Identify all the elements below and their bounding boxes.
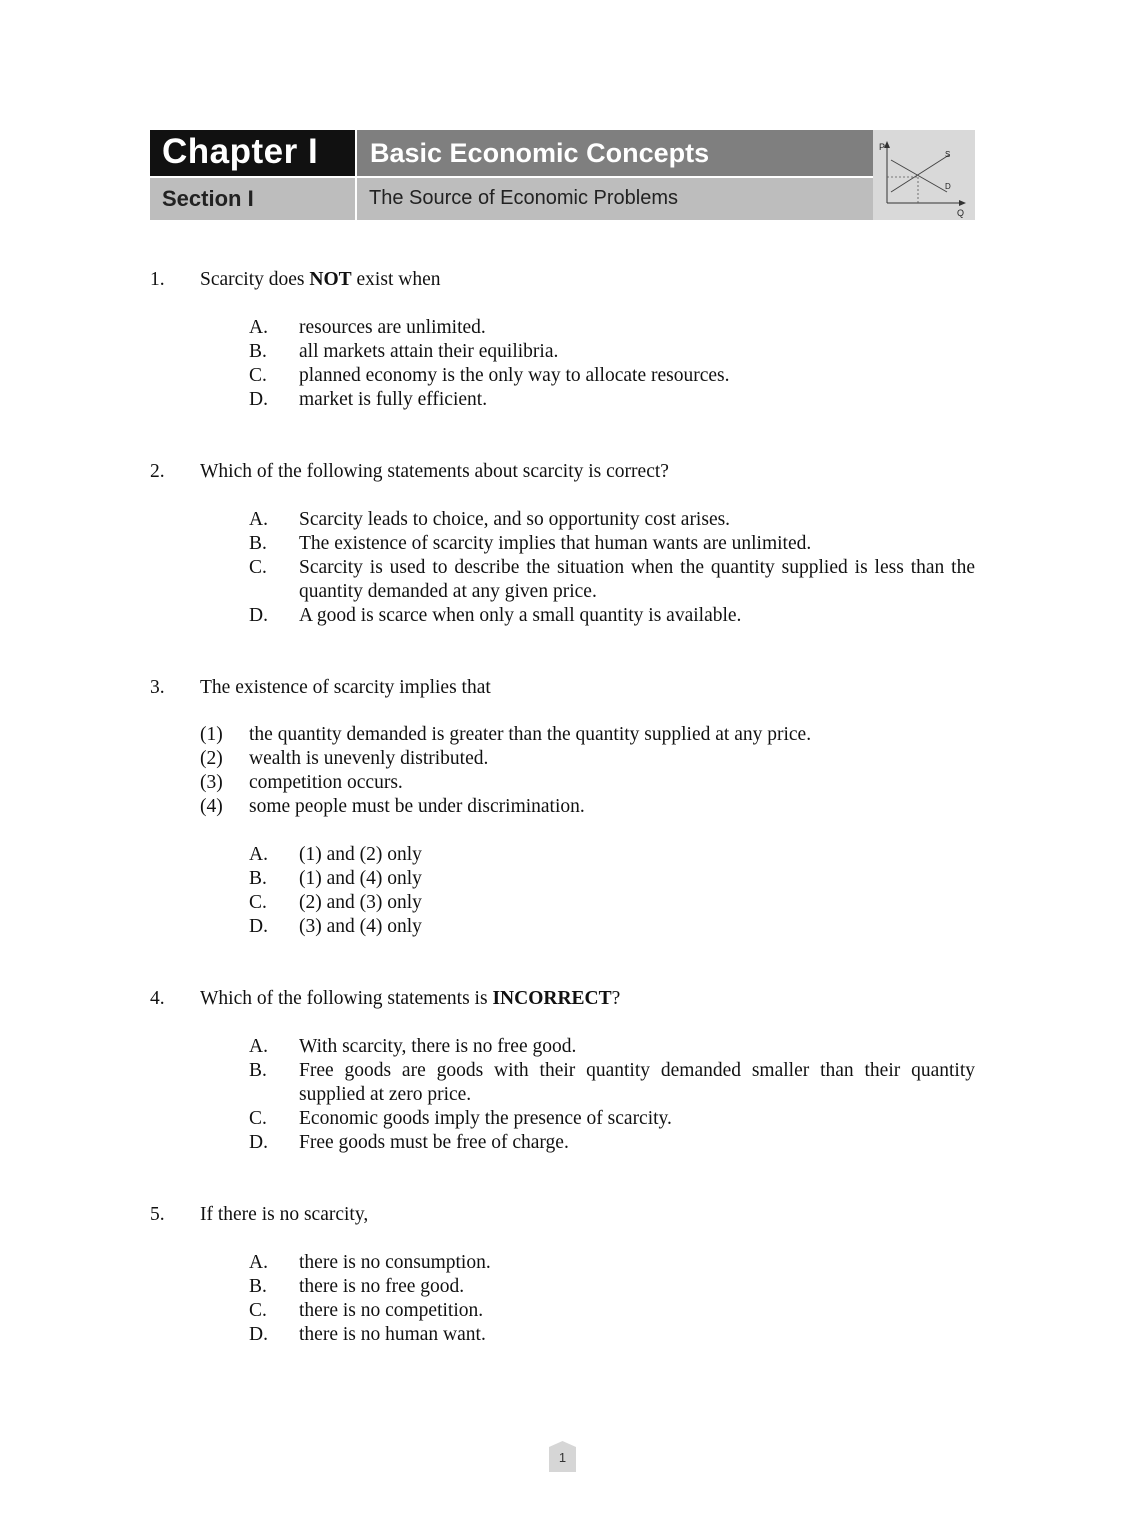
question-number: 4. <box>150 988 165 1009</box>
question-stem: If there is no scarcity, <box>200 1204 369 1225</box>
topic-title: Basic Economic Concepts <box>370 138 710 168</box>
option-list <box>249 1035 975 1155</box>
option-b: B. there is no free good. <box>249 1276 465 1297</box>
option-a: A. Scarcity leads to choice, and so opportunity cost arises. <box>249 509 731 530</box>
option-list <box>249 1251 975 1347</box>
option-b: B. Free goods are goods with their quantity demanded smaller than their quantity supplied at zero price. <box>249 1060 975 1105</box>
option-d: D. Free goods must be free of charge. <box>249 1132 569 1153</box>
question-number: 5. <box>150 1204 165 1225</box>
section-label: Section I <box>162 186 254 211</box>
option-c: C. Scarcity is used to describe the situation when the quantity supplied is less than the quantity demanded at any given price. <box>249 557 975 602</box>
question-number: 3. <box>150 677 165 698</box>
option-a: A. there is no consumption. <box>249 1252 491 1273</box>
statement-4: (4) some people must be under discrimination. <box>200 796 585 817</box>
graph-s-label: S <box>945 150 951 159</box>
statement-1: (1) the quantity demanded is greater than the quantity supplied at any price. <box>200 724 812 745</box>
question-stem: The existence of scarcity implies that <box>200 677 491 698</box>
option-d: D. A good is scarce when only a small quantity is available. <box>249 605 742 626</box>
question-stem: Scarcity does NOT exist when <box>200 269 441 290</box>
subtopic-box <box>357 178 873 220</box>
option-b: B. (1) and (4) only <box>249 868 422 889</box>
option-c: C. Economic goods imply the presence of scarcity. <box>249 1108 672 1129</box>
option-c: C. planned economy is the only way to allocate resources. <box>249 365 730 386</box>
option-c: C. (2) and (3) only <box>249 892 422 913</box>
statement-2: (2) wealth is unevenly distributed. <box>200 748 489 769</box>
question-number: 1. <box>150 269 165 290</box>
option-d: D. (3) and (4) only <box>249 916 422 937</box>
graph-p-label: P <box>879 142 886 152</box>
option-list <box>249 316 975 412</box>
section-box <box>150 178 355 220</box>
chapter-banner <box>150 130 975 220</box>
statement-list <box>200 723 975 819</box>
option-b: B. all markets attain their equilibria. <box>249 341 559 362</box>
option-a: A. With scarcity, there is no free good. <box>249 1036 577 1057</box>
option-d: D. market is fully efficient. <box>249 389 488 410</box>
supply-demand-graph <box>873 130 975 220</box>
graph-d-label: D <box>945 182 951 191</box>
option-a: A. resources are unlimited. <box>249 317 486 338</box>
chapter-title: Chapter I <box>162 132 319 171</box>
option-list <box>249 843 975 939</box>
supply-demand-graph-icon <box>873 130 975 220</box>
statement-3: (3) competition occurs. <box>200 772 403 793</box>
page-number: 1 <box>558 1450 567 1465</box>
option-c: C. there is no competition. <box>249 1300 484 1321</box>
option-b: B. The existence of scarcity implies that human wants are unlimited. <box>249 533 812 554</box>
option-d: D. there is no human want. <box>249 1324 486 1345</box>
graph-q-label: Q <box>957 208 965 218</box>
question-stem: Which of the following statements is INCORRECT? <box>200 988 621 1009</box>
topic-box <box>357 130 873 176</box>
chapter-box <box>150 130 355 176</box>
page-number-tab <box>549 1441 576 1472</box>
option-list <box>249 508 975 628</box>
question-number: 2. <box>150 461 165 482</box>
subtopic-title: The Source of Economic Problems <box>369 187 679 209</box>
option-a: A. (1) and (2) only <box>249 844 422 865</box>
question-stem: Which of the following statements about scarcity is correct? <box>200 461 669 482</box>
